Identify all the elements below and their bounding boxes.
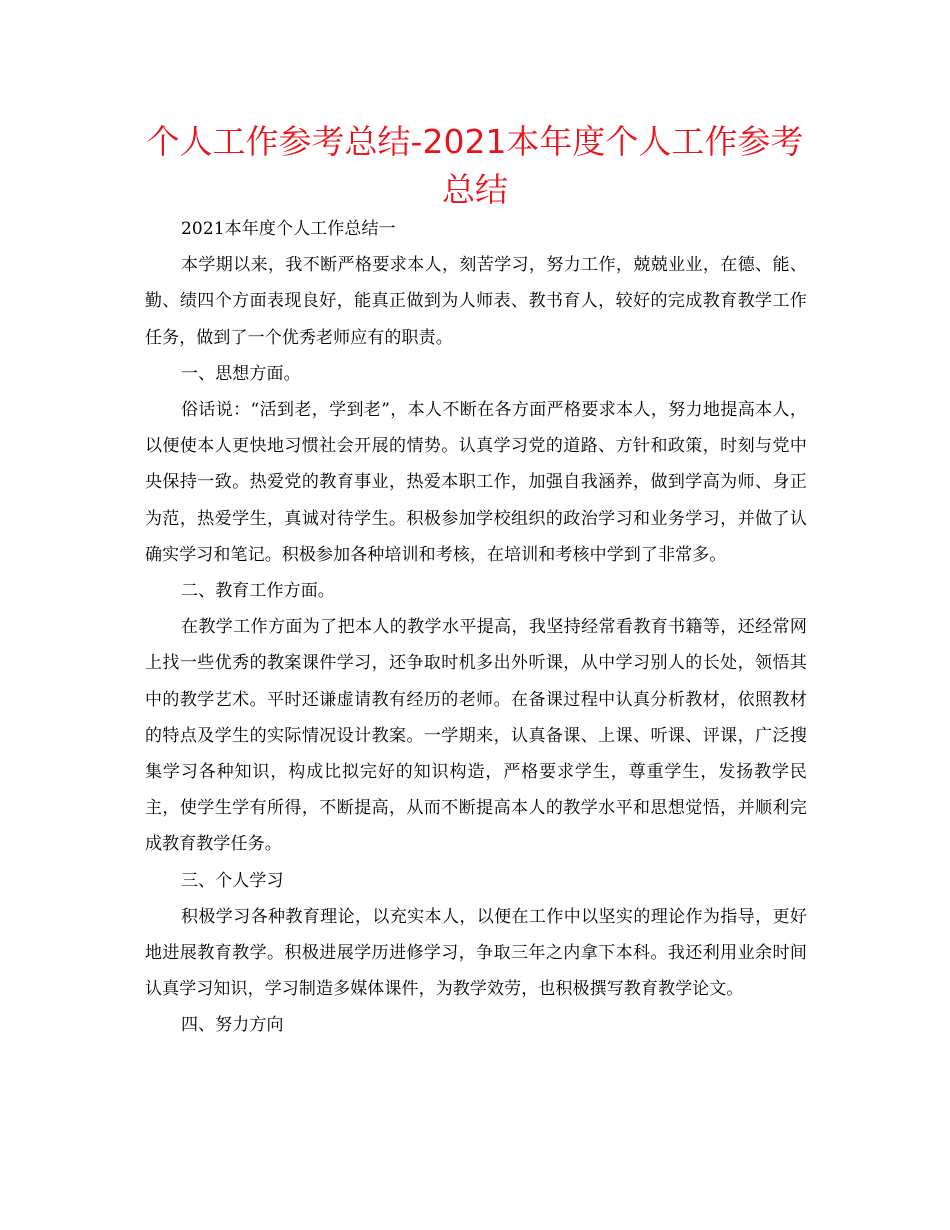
section-subtitle: 2021本年度个人工作总结一 (181, 219, 396, 239)
document-title: 个人工作参考总结-2021本年度个人工作参考总结 (146, 122, 804, 209)
paragraph-thought: 俗话说：“活到老，学到老”，本人不断在各方面严格要求本人，努力地提高本人，以便使本人更快地习惯社会开展的情势。认真学习党的道路、方针和政策，时刻与党中央保持一致。热爱党的教育事业，热爱本职工作，加强自我涵养，做到学高为师、身正为范，热爱学生，真诚对待学生。积极参加学校组织的政治学习和业务学习，并做了认确实学习和笔记。积极参加各种培训和考核，在培训和考核中学到了非常多。 (145, 400, 807, 565)
heading-study: 三、个人学习 (181, 870, 284, 891)
paragraph-intro: 本学期以来，我不断严格要求本人，刻苦学习，努力工作，兢兢业业，在德、能、勤、绩四个方面表现良好，能真正做到为人师表、教书育人，较好的完成教育教学工作任务，做到了一个优秀老师应有的职责。 (145, 255, 807, 348)
heading-thought: 一、思想方面。 (181, 363, 301, 384)
paragraph-education: 在教学工作方面为了把本人的教学水平提高，我坚持经常看教育书籍等，还经常网上找一些优秀的教案课件学习，还争取时机多出外听课，从中学习别人的长处，领悟其中的教学艺术。平时还谦虚请教有经历的老师。在备课过程中认真分析教材，依照教材的特点及学生的实际情况设计教案。一学期来，认真备课、上课、听课、评课，广泛搜集学习各种知识，构成比拟完好的知识构造，严格要求学生，尊重学生，发扬教学民主，使学生学有所得，不断提高，从而不断提高本人的教学水平和思想觉悟，并顺利完成教育教学任务。 (145, 617, 807, 855)
document-body (145, 211, 807, 1044)
paragraph-study: 积极学习各种教育理论，以充实本人，以便在工作中以坚实的理论作为指导，更好地进展教育教学。积极进展学历进修学习，争取三年之内拿下本科。我还利用业余时间认真学习知识，学习制造多媒体课件，为教学效劳，也积极撰写教育教学论文。 (145, 906, 807, 1000)
heading-education: 二、教育工作方面。 (181, 581, 335, 602)
heading-direction: 四、努力方向 (181, 1015, 284, 1036)
